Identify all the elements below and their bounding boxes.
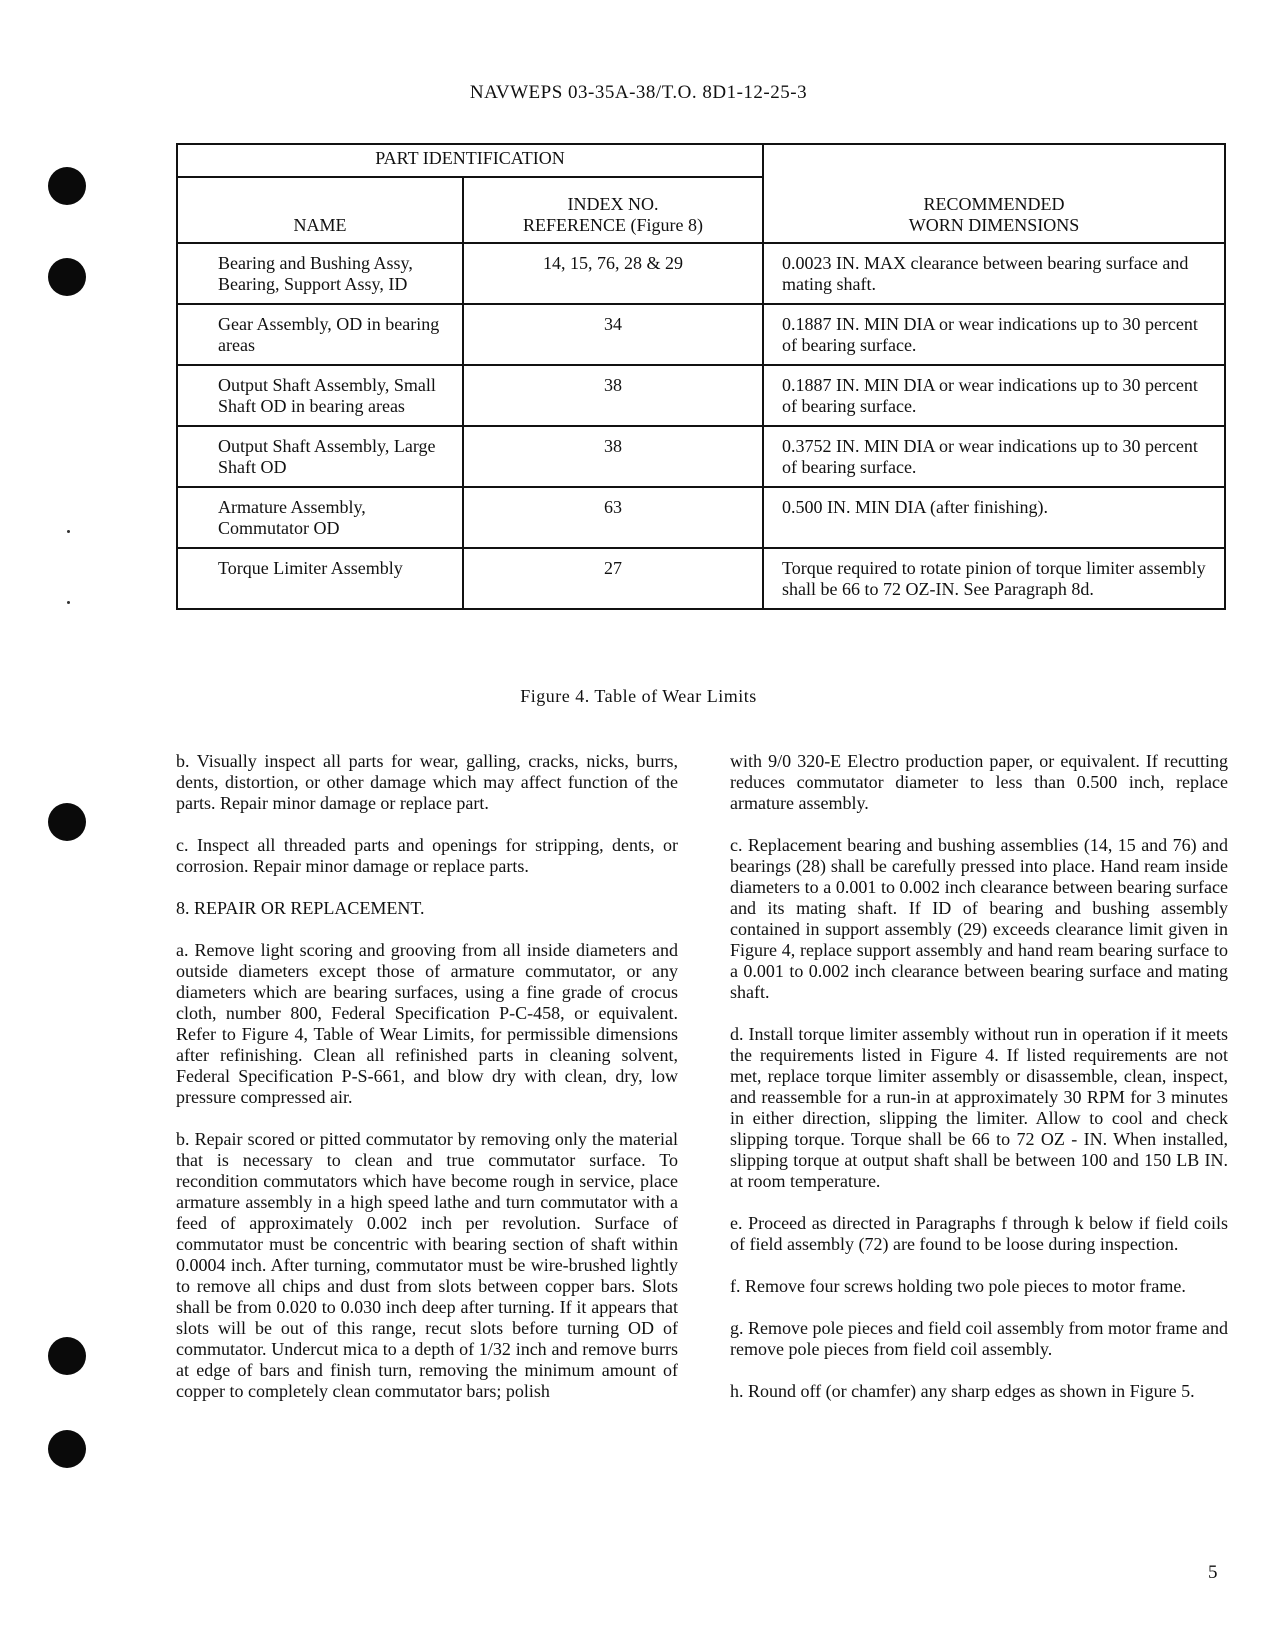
part-name: Output Shaft Assembly, Large Shaft OD bbox=[177, 426, 463, 487]
part-identification-header: PART IDENTIFICATION bbox=[177, 144, 763, 177]
name-header: NAME bbox=[177, 177, 463, 243]
paragraph-8b-continued: with 9/0 320-E Electro production paper, or equivalent. If recutting reduces commutator diameter to less than 0.500 inch, replace armature assembly. bbox=[730, 751, 1228, 813]
worn-dimensions-header-line2: WORN DIMENSIONS bbox=[908, 215, 1080, 235]
paragraph-8d: d. Install torque limiter assembly without run in operation if it meets the requirements listed in Figure 4. If listed requirements are not met, replace torque limiter assembly or disassemble, clean, inspect, and reassemble for a run-in at approximately 30 RPM for 3 minutes in either direction, slipping the limiter. Allow to cool and check slipping torque. Torque shall be 66 to 72 OZ - IN. When installed, slipping torque at output shaft shall be between 100 and 150 LB IN. at room temperature. bbox=[730, 1024, 1228, 1191]
part-index: 38 bbox=[463, 365, 763, 426]
part-dimensions: 0.0023 IN. MAX clearance between bearing surface and mating shaft. bbox=[763, 243, 1225, 304]
paragraph-8g: g. Remove pole pieces and field coil assembly from motor frame and remove pole pieces from field coil assembly. bbox=[730, 1318, 1228, 1359]
paragraph-8f: f. Remove four screws holding two pole pieces to motor frame. bbox=[730, 1276, 1186, 1296]
table-row bbox=[177, 548, 1225, 609]
part-dimensions: 0.1887 IN. MIN DIA or wear indications up to 30 percent of bearing surface. bbox=[763, 304, 1225, 365]
table-row bbox=[177, 365, 1225, 426]
punch-hole bbox=[48, 1430, 86, 1468]
paragraph-8a: a. Remove light scoring and grooving from all inside diameters and outside diameters except those of armature commutator, or any diameters which are bearing surfaces, using a fine grade of crocus cloth, number 800, Federal Specification P-C-458, or equivalent. Refer to Figure 4, Table of Wear Limits, for permissible dimensions after refinishing. Clean all refinished parts in cleaning solvent, Federal Specification P-S-661, and blow dry with clean, dry, low pressure compressed air. bbox=[176, 940, 678, 1107]
part-name: Output Shaft Assembly, Small Shaft OD in bearing areas bbox=[177, 365, 463, 426]
part-name: Gear Assembly, OD in bearing areas bbox=[177, 304, 463, 365]
paragraph-8b: b. Repair scored or pitted commutator by removing only the material that is necessary to clean and true commutator surface. To recondition commutators which have become rough in service, place armature assembly in a high speed lathe and turn commutator with a feed of approximately 0.002 inch per revolution. Surface of commutator must be concentric with bearing section of shaft within 0.0004 inch. After turning, commutator must be wire-brushed lightly to remove all chips and dust from slots between copper bars. Slots shall be from 0.020 to 0.030 inch deep after turning. If it appears that slots will be out of this range, recut slots before turning OD of commutator. Undercut mica to a depth of 1/32 inch and remove burrs at edge of bars and finish turn, removing the minimum amount of copper to completely clean commutator bars; polish bbox=[176, 1129, 678, 1401]
part-index: 38 bbox=[463, 426, 763, 487]
punch-hole bbox=[48, 167, 86, 205]
document-number-header: NAVWEPS 03-35A-38/T.O. 8D1-12-25-3 bbox=[469, 82, 808, 103]
wear-limits-table bbox=[176, 143, 1226, 610]
paragraph-7b: b. Visually inspect all parts for wear, galling, cracks, nicks, burrs, dents, distortion, or other damage which may affect function of the parts. Repair minor damage or replace part. bbox=[176, 751, 678, 813]
left-text-column bbox=[176, 751, 678, 1423]
part-name: Bearing and Bushing Assy, Bearing, Support Assy, ID bbox=[177, 243, 463, 304]
part-dimensions: 0.3752 IN. MIN DIA or wear indications up to 30 percent of bearing surface. bbox=[763, 426, 1225, 487]
index-header-line1: INDEX NO. bbox=[567, 194, 659, 214]
part-dimensions: 0.500 IN. MIN DIA (after finishing). bbox=[763, 487, 1225, 548]
punch-hole bbox=[48, 258, 86, 296]
part-index: 14, 15, 76, 28 & 29 bbox=[463, 243, 763, 304]
worn-dimensions-header bbox=[763, 144, 1225, 243]
table-row bbox=[177, 487, 1225, 548]
paragraph-8h: h. Round off (or chamfer) any sharp edges as shown in Figure 5. bbox=[730, 1381, 1195, 1401]
part-name: Torque Limiter Assembly bbox=[177, 548, 463, 609]
part-dimensions: 0.1887 IN. MIN DIA or wear indications up to 30 percent of bearing surface. bbox=[763, 365, 1225, 426]
section-heading-repair: 8. REPAIR OR REPLACEMENT. bbox=[176, 898, 425, 918]
paragraph-8c: c. Replacement bearing and bushing assemblies (14, 15 and 76) and bearings (28) shall be carefully pressed into place. Hand ream inside diameters to a 0.001 to 0.002 inch clearance between bearing surface and its mating shaft. If ID of bearing and bushing assembly contained in support assembly (29) exceeds clearance limit given in Figure 4, replace support assembly and hand ream bearing surface to a 0.001 to 0.002 inch clearance between bearing surface and mating shaft. bbox=[730, 835, 1228, 1002]
scan-speck bbox=[67, 601, 70, 604]
index-header bbox=[463, 177, 763, 243]
table-row bbox=[177, 426, 1225, 487]
punch-hole bbox=[48, 803, 86, 841]
table-row bbox=[177, 243, 1225, 304]
punch-hole bbox=[48, 1337, 86, 1375]
paragraph-8e: e. Proceed as directed in Paragraphs f through k below if field coils of field assembly (72) are found to be loose during inspection. bbox=[730, 1213, 1228, 1254]
index-header-line2: REFERENCE (Figure 8) bbox=[523, 215, 703, 235]
worn-dimensions-header-line1: RECOMMENDED bbox=[923, 194, 1065, 214]
scan-speck bbox=[67, 530, 70, 533]
figure-caption: Figure 4. Table of Wear Limits bbox=[520, 686, 757, 706]
paragraph-7c: c. Inspect all threaded parts and openings for stripping, dents, or corrosion. Repair minor damage or replace parts. bbox=[176, 835, 678, 876]
part-index: 27 bbox=[463, 548, 763, 609]
part-index: 63 bbox=[463, 487, 763, 548]
page-number: 5 bbox=[1208, 1562, 1218, 1583]
part-dimensions: Torque required to rotate pinion of torque limiter assembly shall be 66 to 72 OZ-IN. See Paragraph 8d. bbox=[763, 548, 1225, 609]
part-name: Armature Assembly, Commutator OD bbox=[177, 487, 463, 548]
table-group-header-row bbox=[177, 144, 1225, 177]
table-row bbox=[177, 304, 1225, 365]
part-index: 34 bbox=[463, 304, 763, 365]
right-text-column bbox=[730, 751, 1228, 1423]
